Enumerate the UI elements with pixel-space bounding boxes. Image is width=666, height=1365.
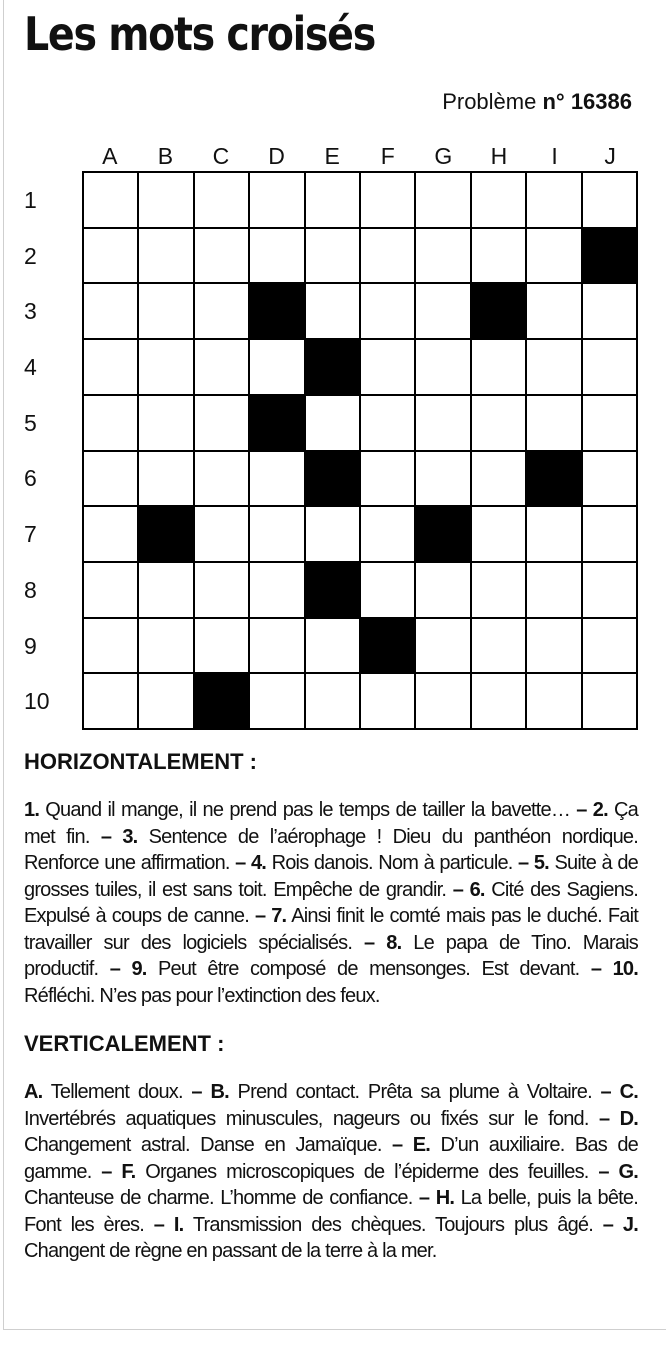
grid-cell-black (361, 619, 414, 673)
vertical-heading: VERTICALEMENT : (24, 1031, 225, 1056)
column-label: C (212, 143, 230, 169)
page-title: Les mots croisés (24, 7, 375, 61)
grid-cell[interactable] (250, 619, 303, 673)
clue-number: B. (210, 1081, 229, 1103)
column-label: E (324, 143, 340, 169)
grid-cell[interactable] (84, 452, 137, 506)
column-label: B (157, 143, 174, 169)
grid-cell[interactable] (306, 284, 359, 338)
grid-cell[interactable] (195, 619, 248, 673)
grid-cell-black (583, 229, 636, 283)
clue-separator: – (588, 1160, 619, 1183)
grid-cell[interactable] (416, 674, 469, 728)
grid-cell[interactable] (527, 619, 580, 673)
grid-cell[interactable] (84, 340, 137, 394)
clue-separator: – (512, 852, 534, 874)
grid-cell[interactable] (250, 563, 303, 617)
row-labels (24, 173, 74, 730)
grid-cell[interactable] (583, 619, 636, 673)
column-label: D (268, 143, 285, 169)
grid-cell[interactable] (361, 674, 414, 728)
grid-cell[interactable] (527, 173, 580, 227)
crossword-grid (82, 171, 638, 730)
clue-separator: – (89, 825, 123, 848)
clue (24, 799, 570, 821)
grid-cell[interactable] (472, 452, 525, 506)
clue (210, 1081, 591, 1103)
clue-number: 4. (250, 852, 267, 874)
column-label: H (490, 143, 508, 169)
grid-cell-black (195, 674, 248, 728)
clue-text: Le papa de Tino. Marais productif. (24, 931, 638, 980)
clue-separator: – (248, 905, 272, 927)
horizontal-clues (24, 797, 638, 1009)
clue (24, 1081, 183, 1103)
grid-cell[interactable] (472, 674, 525, 728)
clue-text: Ainsi finit le comté mais pas le duché. Fait travailler sur des logiciels spécialisés. (24, 905, 638, 954)
grid-cell[interactable] (139, 619, 192, 673)
clue-separator: – (91, 1160, 122, 1183)
grid-cell[interactable] (416, 229, 469, 283)
grid-cell[interactable] (361, 284, 414, 338)
grid-cell[interactable] (84, 507, 137, 561)
grid-cell[interactable] (361, 340, 414, 394)
grid-cell[interactable] (306, 507, 359, 561)
clue-number: 3. (122, 825, 138, 848)
grid-cell[interactable] (195, 340, 248, 394)
grid-cell[interactable] (306, 229, 359, 283)
grid-cell[interactable] (250, 173, 303, 227)
clue-separator: – (182, 1081, 211, 1103)
clue-text: Transmission des chèques. Toujours plus âgé. (192, 1213, 593, 1236)
clue-text: Ça met fin. (24, 799, 638, 848)
grid-cell[interactable] (361, 229, 414, 283)
grid-cell[interactable] (195, 396, 248, 450)
grid-cell-black (139, 507, 192, 561)
clue-separator: – (446, 878, 470, 901)
grid-cell[interactable] (472, 229, 525, 283)
grid-cell[interactable] (250, 452, 303, 506)
grid-cell[interactable] (195, 563, 248, 617)
column-label: A (102, 143, 118, 169)
grid-cell-black (527, 452, 580, 506)
grid-cell[interactable] (250, 674, 303, 728)
grid-cell[interactable] (195, 452, 248, 506)
grid-cell[interactable] (139, 229, 192, 283)
clue-text: Quand il mange, il ne prend pas le temps de tailler la bavette… (45, 799, 571, 821)
problem-number (442, 88, 632, 116)
clue-number: F. (121, 1160, 136, 1183)
grid-cell-black (472, 284, 525, 338)
grid-cell[interactable] (84, 619, 137, 673)
grid-cell[interactable] (416, 619, 469, 673)
clue-text: Invertébrés aquatiques minuscules, nageurs ou fixés sur le fond. (24, 1107, 589, 1130)
grid-cell[interactable] (472, 619, 525, 673)
clue-separator: – (352, 931, 387, 954)
grid-cell[interactable] (583, 284, 636, 338)
vertical-clues (24, 1079, 638, 1265)
clue-separator: – (381, 1134, 413, 1156)
clue (131, 958, 579, 980)
grid-cell[interactable] (527, 507, 580, 561)
clue-separator: – (98, 958, 132, 980)
clue-number: H. (435, 1187, 455, 1209)
problem-number-value: n° 16386 (542, 89, 632, 114)
grid-cell[interactable] (84, 173, 137, 227)
grid-cell[interactable] (416, 173, 469, 227)
clue-text: Suite à de grosses tuiles, il est sans toit. Empêche de grandir. (24, 852, 638, 901)
grid-cell[interactable] (583, 452, 636, 506)
grid-cell-black (250, 396, 303, 450)
clue-number: 5. (533, 852, 549, 874)
grid-cell[interactable] (84, 563, 137, 617)
grid-cell[interactable] (416, 340, 469, 394)
grid-cell[interactable] (527, 229, 580, 283)
grid-cell-black (306, 452, 359, 506)
row-label: 8 (24, 576, 37, 603)
clue-number: G. (618, 1160, 639, 1183)
column-label: G (434, 143, 453, 169)
clue-number: 1. (24, 799, 40, 821)
grid-cell[interactable] (583, 173, 636, 227)
clue-separator: – (588, 1107, 620, 1130)
grid-cell[interactable] (527, 340, 580, 394)
grid-cell[interactable] (583, 563, 636, 617)
row-label: 5 (24, 409, 37, 436)
grid-cell[interactable] (195, 284, 248, 338)
clue-number: J. (622, 1213, 638, 1236)
grid-cell[interactable] (527, 563, 580, 617)
clue-number: E. (412, 1134, 431, 1156)
grid-cell[interactable] (250, 340, 303, 394)
clue-separator: – (570, 799, 593, 821)
grid-cell[interactable] (139, 396, 192, 450)
clue-separator: – (144, 1213, 174, 1236)
row-label: 3 (24, 298, 37, 325)
clue-separator: – (229, 852, 251, 874)
row-label: 2 (24, 242, 37, 269)
grid-cell[interactable] (361, 452, 414, 506)
clue-text: Réfléchi. N’es pas pour l’extinction des feux. (24, 984, 380, 1007)
clue-number: 7. (271, 905, 287, 927)
clue-separator: – (591, 1081, 620, 1103)
grid-cell[interactable] (84, 674, 137, 728)
grid-cell[interactable] (361, 507, 414, 561)
clue-number: A. (24, 1081, 43, 1103)
grid-cell-black (416, 507, 469, 561)
clue-separator: – (412, 1187, 436, 1209)
row-label: 6 (24, 465, 37, 492)
grid-cell[interactable] (583, 396, 636, 450)
row-label: 4 (24, 354, 37, 381)
problem-label: Problème (442, 89, 537, 114)
grid-cell[interactable] (361, 173, 414, 227)
clue-number: C. (619, 1081, 638, 1103)
column-label: F (380, 143, 395, 169)
grid-cell[interactable] (583, 674, 636, 728)
grid-cell[interactable] (416, 563, 469, 617)
clue-number: 6. (469, 878, 485, 901)
column-labels (82, 142, 638, 170)
clue-text: Chanteuse de charme. L’homme de confiance. (24, 1187, 413, 1209)
grid-cell[interactable] (306, 619, 359, 673)
row-label: 9 (24, 632, 37, 659)
grid-cell[interactable] (416, 284, 469, 338)
clue-number: D. (619, 1107, 638, 1130)
grid-cell[interactable] (139, 563, 192, 617)
clues-section (24, 747, 638, 1265)
grid-cell[interactable] (195, 173, 248, 227)
clue-text: Rois danois. Nom à particule. (271, 852, 513, 874)
horizontal-heading: HORIZONTALEMENT : (24, 749, 258, 774)
column-label: J (604, 143, 616, 169)
clue-text: Changement astral. Danse en Jamaïque. (24, 1134, 382, 1156)
grid-cell[interactable] (472, 396, 525, 450)
grid-cell[interactable] (472, 563, 525, 617)
frame-bottom-border (3, 1329, 666, 1330)
grid-cell[interactable] (583, 340, 636, 394)
frame-left-border (3, 0, 4, 1330)
grid-cell-black (306, 563, 359, 617)
clue-text: Sentence de l’aérophage ! Dieu du panthéon nordique. Renforce une affirmation. (24, 825, 638, 874)
clue-text: D’un auxiliaire. Bas de gamme. (24, 1134, 638, 1183)
grid-cell[interactable] (84, 396, 137, 450)
grid-cell[interactable] (527, 284, 580, 338)
grid-cell[interactable] (472, 173, 525, 227)
grid-cell[interactable] (416, 396, 469, 450)
grid-cell[interactable] (527, 396, 580, 450)
clue-text: Organes microscopiques de l’épiderme des feuilles. (145, 1160, 589, 1183)
clue (174, 1214, 593, 1236)
grid-cell[interactable] (195, 229, 248, 283)
grid-cell[interactable] (139, 340, 192, 394)
clue-text: Peut être composé de mensonges. Est devant. (158, 958, 580, 980)
grid-cell[interactable] (139, 674, 192, 728)
clue-number: 10. (612, 958, 639, 980)
clue-text: Tellement doux. (50, 1081, 183, 1103)
grid-cell[interactable] (84, 229, 137, 283)
grid-cell[interactable] (84, 284, 137, 338)
grid-cell[interactable] (306, 674, 359, 728)
clue-text: Changent de règne en passant de la terre à la mer. (24, 1240, 437, 1262)
clue-text: La belle, puis la bête. Font les ères. (24, 1187, 638, 1236)
clue-number: 2. (592, 799, 608, 821)
grid-cell[interactable] (361, 563, 414, 617)
grid-cell[interactable] (472, 507, 525, 561)
grid-cell[interactable] (472, 340, 525, 394)
grid-cell-black (250, 284, 303, 338)
grid-cell[interactable] (139, 173, 192, 227)
grid-cell[interactable] (250, 507, 303, 561)
row-label: 10 (24, 688, 50, 715)
row-label: 7 (24, 521, 37, 548)
clue (121, 1161, 588, 1183)
grid-cell-black (306, 340, 359, 394)
grid-cell[interactable] (250, 229, 303, 283)
grid-cell[interactable] (361, 396, 414, 450)
clue-number: 9. (131, 958, 147, 980)
clue (251, 852, 513, 874)
grid-cell[interactable] (306, 173, 359, 227)
grid-cell[interactable] (195, 507, 248, 561)
clue-text: Cité des Sagiens. Expulsé à coups de canne. (24, 878, 638, 927)
grid-cell[interactable] (527, 674, 580, 728)
clue-number: I. (173, 1213, 184, 1236)
grid-cell[interactable] (416, 452, 469, 506)
grid-cell[interactable] (583, 507, 636, 561)
clue-separator: – (579, 958, 613, 980)
clue-text: Prend contact. Prêta sa plume à Voltaire. (237, 1081, 592, 1103)
grid-cell[interactable] (139, 452, 192, 506)
column-label: I (551, 143, 558, 169)
clue-number: 8. (386, 931, 402, 954)
clue-separator: – (593, 1213, 623, 1236)
row-label: 1 (24, 187, 37, 213)
grid-cell[interactable] (306, 396, 359, 450)
grid-cell[interactable] (139, 284, 192, 338)
